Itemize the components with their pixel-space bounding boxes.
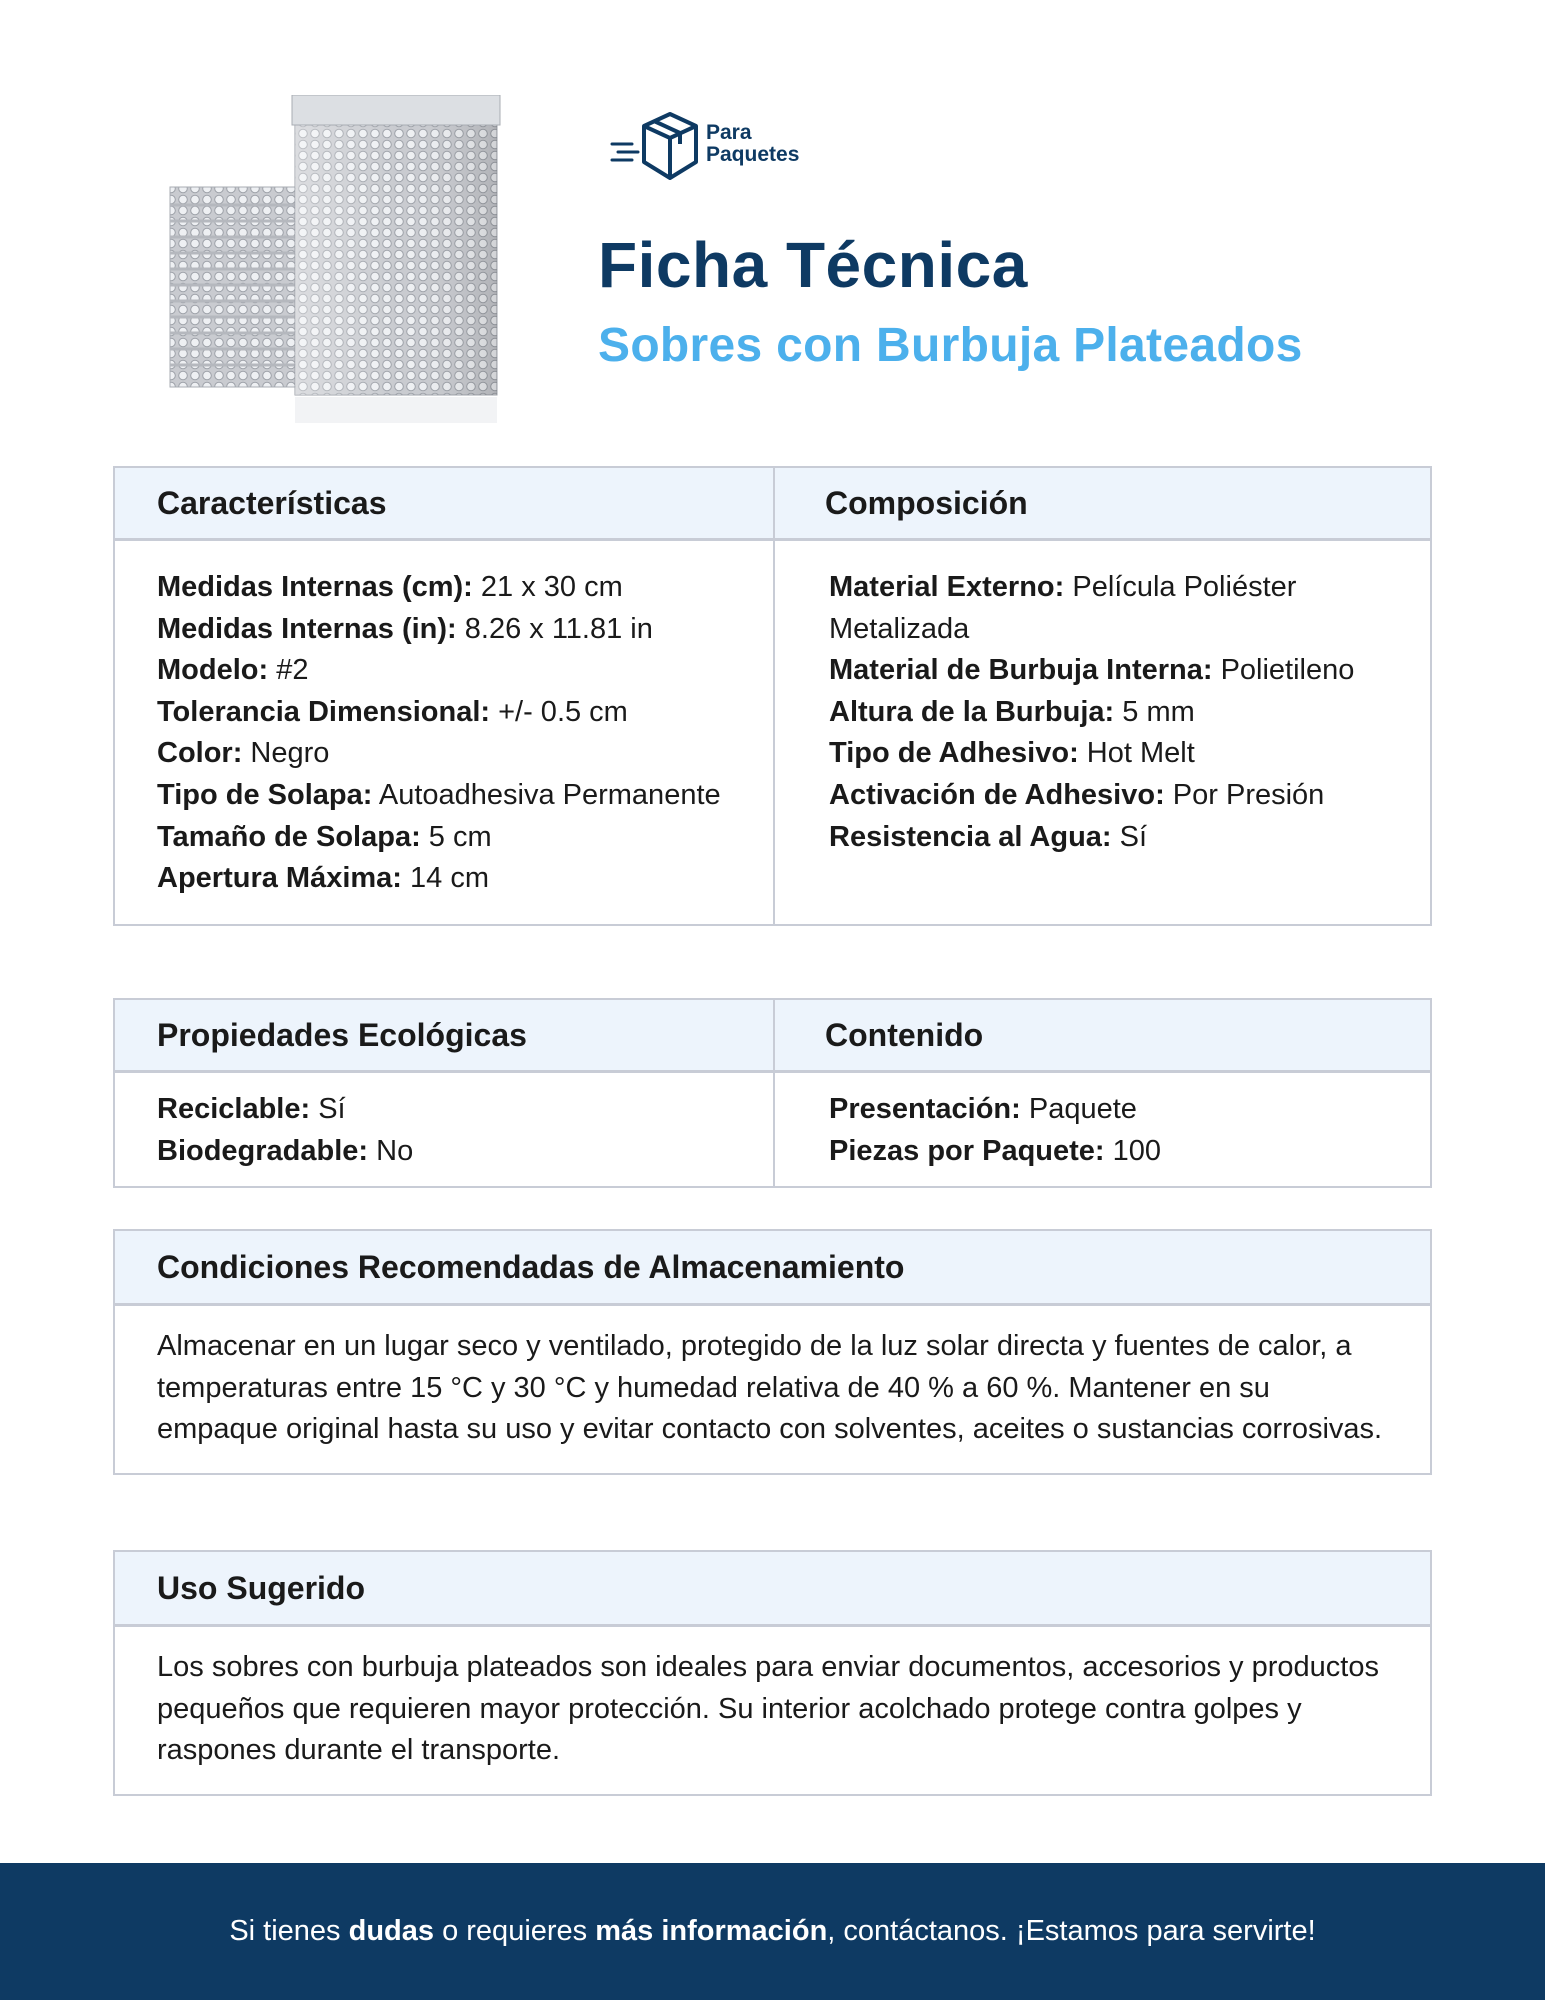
spec-row <box>829 733 1410 775</box>
spec-row <box>829 775 1410 817</box>
composicion-list <box>775 541 1430 924</box>
spec-value: Película Poliéster Metalizada <box>829 571 1297 645</box>
spec-row <box>157 609 753 651</box>
caracteristicas-heading: Características <box>115 468 775 538</box>
spec-value: Polietileno <box>1212 654 1355 687</box>
footer-text: Si tienes <box>229 1915 349 1947</box>
brand-line-1: Para <box>706 121 752 144</box>
specs-table <box>113 466 1432 926</box>
spec-row <box>829 1089 1410 1131</box>
box-icon <box>610 104 698 184</box>
spec-row <box>829 817 1410 859</box>
brand-name <box>706 122 799 166</box>
spec-value: Sí <box>1111 820 1148 853</box>
spec-label: Tamaño de Solapa: <box>157 820 421 853</box>
brand-logo <box>610 104 799 184</box>
usage-section <box>113 1550 1432 1796</box>
composicion-heading: Composición <box>825 484 1028 521</box>
spec-label: Resistencia al Agua: <box>829 820 1112 853</box>
spec-label: Altura de la Burbuja: <box>829 695 1115 728</box>
footer-banner <box>0 1863 1545 2000</box>
footer-text: o requieres <box>434 1915 596 1947</box>
product-image <box>165 95 510 425</box>
page-subtitle: Sobres con Burbuja Plateados <box>598 319 1303 372</box>
spec-label: Piezas por Paquete: <box>829 1134 1105 1167</box>
spec-row <box>157 817 753 859</box>
spec-value: 5 mm <box>1114 695 1195 728</box>
spec-label: Tipo de Solapa: <box>157 778 373 811</box>
spec-value: +/- 0.5 cm <box>490 695 628 728</box>
spec-value: 100 <box>1104 1134 1162 1167</box>
spec-label: Activación de Adhesivo: <box>829 778 1165 811</box>
spec-value: Negro <box>242 737 330 770</box>
footer-bold: dudas <box>348 1915 435 1947</box>
spec-row <box>157 567 753 609</box>
spec-label: Tipo de Adhesivo: <box>829 737 1079 770</box>
footer-text: , contáctanos. ¡Estamos para servirte! <box>827 1915 1316 1947</box>
spec-value: Sí <box>310 1093 346 1125</box>
spec-label: Medidas Internas (in): <box>157 612 457 645</box>
caracteristicas-list <box>115 541 775 924</box>
almacenamiento-heading: Condiciones Recomendadas de Almacenamiento <box>115 1231 1430 1306</box>
spec-row <box>829 692 1410 734</box>
spec-value: Por Presión <box>1164 778 1325 811</box>
spec-value: Paquete <box>1020 1093 1137 1125</box>
almacenamiento-text: Almacenar en un lugar seco y ventilado, protegido de la luz solar directa y fuentes de calor, a temperaturas entre 15 °C y 30 °C y humedad relativa de 40 % a 60 %. Mantener en su empaque original hasta su uso y evitar contacto con solventes, aceites o sustancias corrosivas. <box>157 1330 1383 1446</box>
brand-line-2: Paquetes <box>706 143 800 166</box>
contenido-list <box>775 1073 1430 1186</box>
page-title: Ficha Técnica <box>598 229 1028 301</box>
spec-row <box>157 1089 753 1131</box>
ecologicas-list <box>115 1073 775 1186</box>
spec-row <box>157 733 753 775</box>
spec-label: Presentación: <box>829 1093 1021 1125</box>
spec-row <box>157 1131 753 1173</box>
spec-row <box>157 692 753 734</box>
spec-value: Autoadhesiva Permanente <box>372 778 721 811</box>
spec-label: Reciclable: <box>157 1093 311 1125</box>
contenido-heading: Contenido <box>825 1016 984 1053</box>
spec-label: Material Externo: <box>829 571 1065 603</box>
spec-value: No <box>368 1134 414 1167</box>
spec-value: 5 cm <box>420 820 492 853</box>
spec-row <box>157 775 753 817</box>
spec-row <box>157 858 753 900</box>
spec-value: Hot Melt <box>1078 737 1195 770</box>
storage-section <box>113 1229 1432 1475</box>
spec-value: 14 cm <box>401 862 489 895</box>
uso-text: Los sobres con burbuja plateados son ideales para enviar documentos, accesorios y productos pequeños que requieren mayor protección. Su interior acolchado protege contra golpes y raspones durante el transporte. <box>157 1651 1379 1767</box>
spec-label: Apertura Máxima: <box>157 862 402 895</box>
spec-row <box>829 650 1410 692</box>
spec-row <box>157 650 753 692</box>
eco-content-table <box>113 998 1432 1188</box>
footer-bold: más información <box>595 1915 828 1947</box>
footer-message <box>229 1915 1315 1948</box>
spec-label: Material de Burbuja Interna: <box>829 654 1213 687</box>
spec-value: #2 <box>268 654 309 687</box>
spec-value: 21 x 30 cm <box>472 571 623 603</box>
spec-row <box>829 567 1410 650</box>
spec-label: Biodegradable: <box>157 1134 369 1167</box>
spec-label: Modelo: <box>157 654 269 687</box>
spec-label: Color: <box>157 737 243 770</box>
spec-value: 8.26 x 11.81 in <box>456 612 653 645</box>
spec-label: Medidas Internas (cm): <box>157 571 473 603</box>
spec-row <box>829 1131 1410 1173</box>
uso-heading: Uso Sugerido <box>115 1552 1430 1627</box>
ecologicas-heading: Propiedades Ecológicas <box>115 1000 775 1070</box>
spec-label: Tolerancia Dimensional: <box>157 695 491 728</box>
